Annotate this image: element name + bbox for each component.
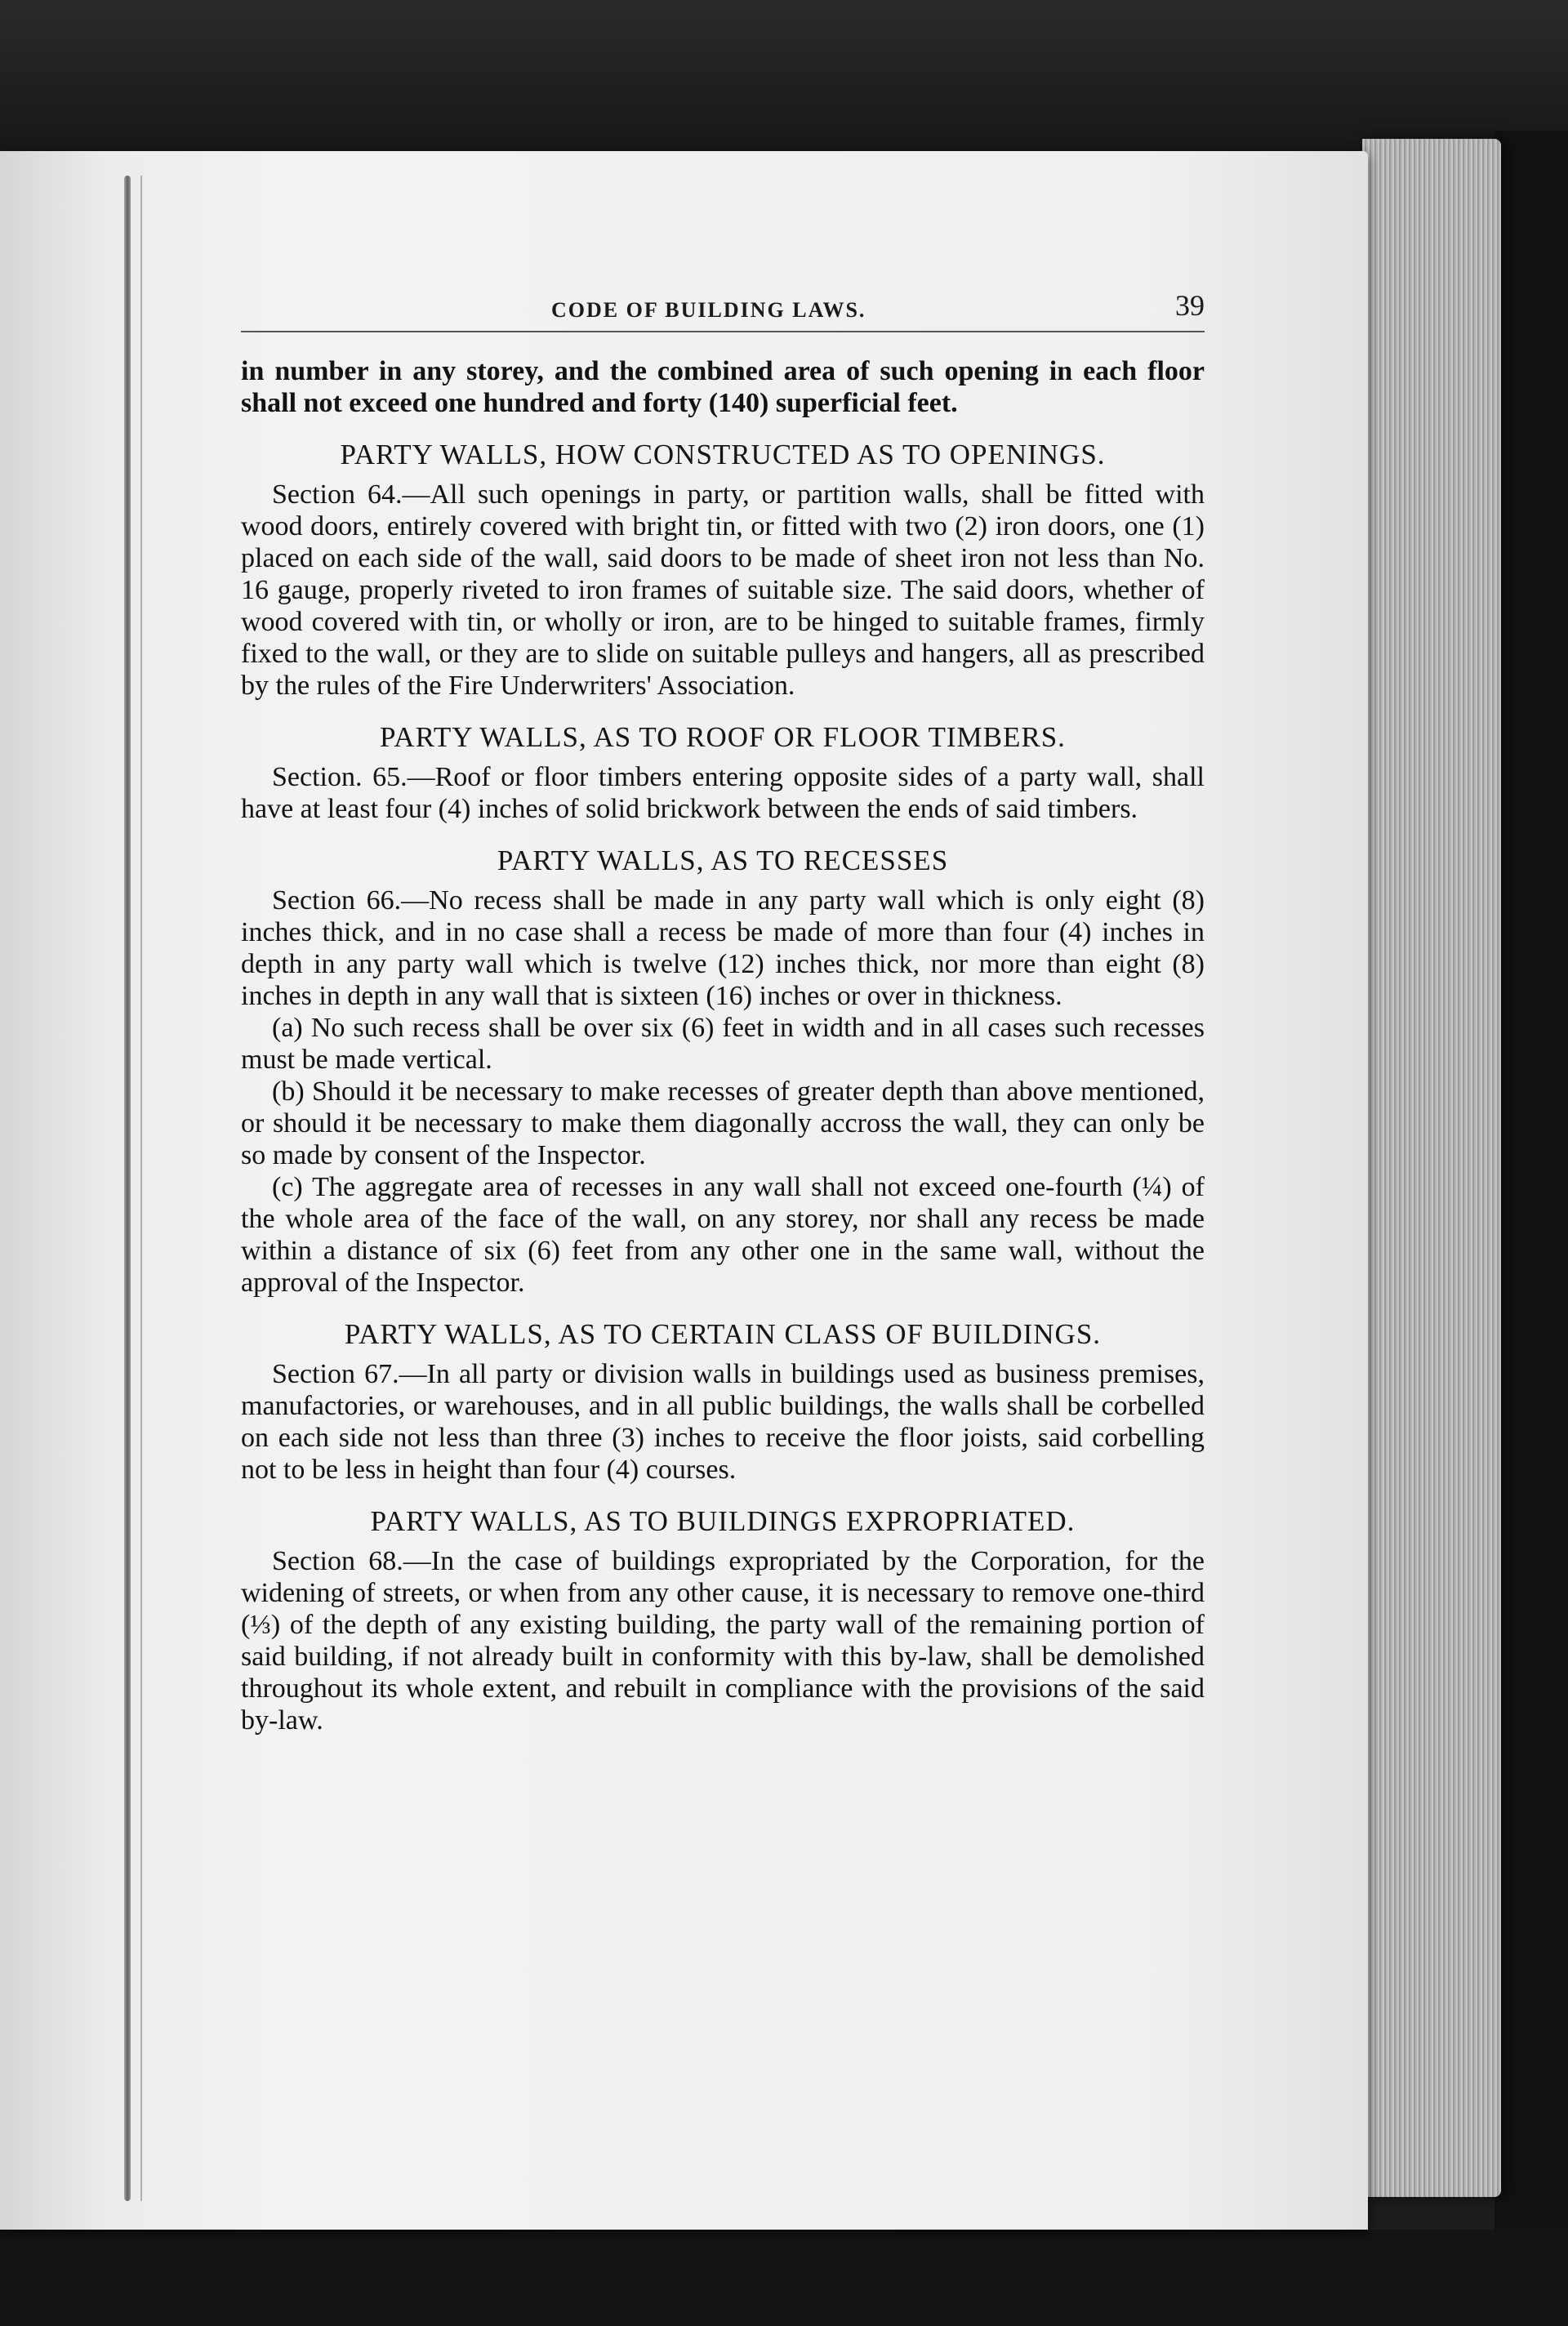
section-66-clause-c: (c) The aggregate area of recesses in any wall shall not exceed one-fourth (¼) of the whole area of the face of the wall, on any storey, nor shall any recess be made within a distance of six (6) feet from any other one in the same wall, without the approval of the Inspector. xyxy=(241,1172,1205,1298)
scan-backdrop-bottom xyxy=(0,2230,1568,2326)
book-page xyxy=(0,151,1368,2230)
section-heading-recesses: PARTY WALLS, AS TO RECESSES xyxy=(497,844,949,876)
section-heading-openings: PARTY WALLS, HOW CONSTRUCTED AS TO OPENINGS. xyxy=(340,439,1106,470)
running-header xyxy=(241,289,1205,332)
page-number: 39 xyxy=(1175,289,1205,322)
scan-backdrop-right xyxy=(1494,131,1568,2326)
section-66-paragraph: Section 66.—No recess shall be made in any party wall which is only eight (8) inches thick, and in no case shall a recess be made of more than four (4) inches in depth in any party wall which is twelve (12) inches thick, nor more than eight (8) inches in depth in any wall that is sixteen (16) inches or over in thickness. xyxy=(241,885,1205,1011)
section-heading-timbers: PARTY WALLS, AS TO ROOF OR FLOOR TIMBERS. xyxy=(380,721,1066,753)
running-header-title: CODE OF BUILDING LAWS. xyxy=(551,298,866,322)
section-heading-expropriated: PARTY WALLS, AS TO BUILDINGS EXPROPRIATED. xyxy=(370,1505,1076,1537)
section-67-paragraph: Section 67.—In all party or division walls in buildings used as business premises, manufactories, or warehouses, and in all public buildings, the walls shall be corbelled on each side not less than three (3) inches to receive the floor joists, said corbelling not to be less in height than four (4) courses. xyxy=(241,1359,1205,1485)
section-65-paragraph: Section. 65.—Roof or floor timbers entering opposite sides of a party wall, shall have at least four (4) inches of solid brickwork between the ends of said timbers. xyxy=(241,762,1205,824)
book-page-edges xyxy=(1362,139,1501,2197)
section-66-clause-a: (a) No such recess shall be over six (6) feet in width and in all cases such recesses must be made vertical. xyxy=(241,1013,1205,1075)
section-68-paragraph: Section 68.—In the case of buildings expropriated by the Corporation, for the widening of streets, or when from any other cause, it is necessary to remove one-third (⅓) of the depth of any existing building, the party wall of the remaining portion of said building, if not already built in conformity with this by-law, shall be demolished throughout its whole extent, and rebuilt in compliance with the provisions of the said by-law. xyxy=(241,1546,1205,1736)
section-66-clause-b: (b) Should it be necessary to make recesses of greater depth than above mentioned, or should it be necessary to make them diagonally accross the wall, they can only be so made by consent of the Inspector. xyxy=(241,1076,1205,1170)
opening-paragraph: in number in any storey, and the combined area of such opening in each floor shall not exceed one hundred and forty (140) superficial feet. xyxy=(241,356,1205,418)
section-64-paragraph: Section 64.—All such openings in party, or partition walls, shall be fitted with wood doors, entirely covered with bright tin, or fitted with two (2) iron doors, one (1) placed on each side of the wall, said doors to be made of sheet iron not less than No. 16 gauge, properly riveted to iron frames of suitable size. The said doors, whether of wood covered with tin, or wholly or iron, are to be hinged to suitable frames, firmly fixed to the wall, or they are to slide on suitable pulleys and hangers, all as prescribed by the rules of the Fire Underwriters' Association. xyxy=(241,479,1205,701)
page-body xyxy=(241,355,1205,1736)
section-heading-certain-class: PARTY WALLS, AS TO CERTAIN CLASS OF BUILDINGS. xyxy=(344,1318,1102,1350)
page-gutter-line xyxy=(140,176,142,2201)
scan-backdrop-top xyxy=(0,0,1568,172)
page-gutter-shadow xyxy=(124,176,131,2201)
